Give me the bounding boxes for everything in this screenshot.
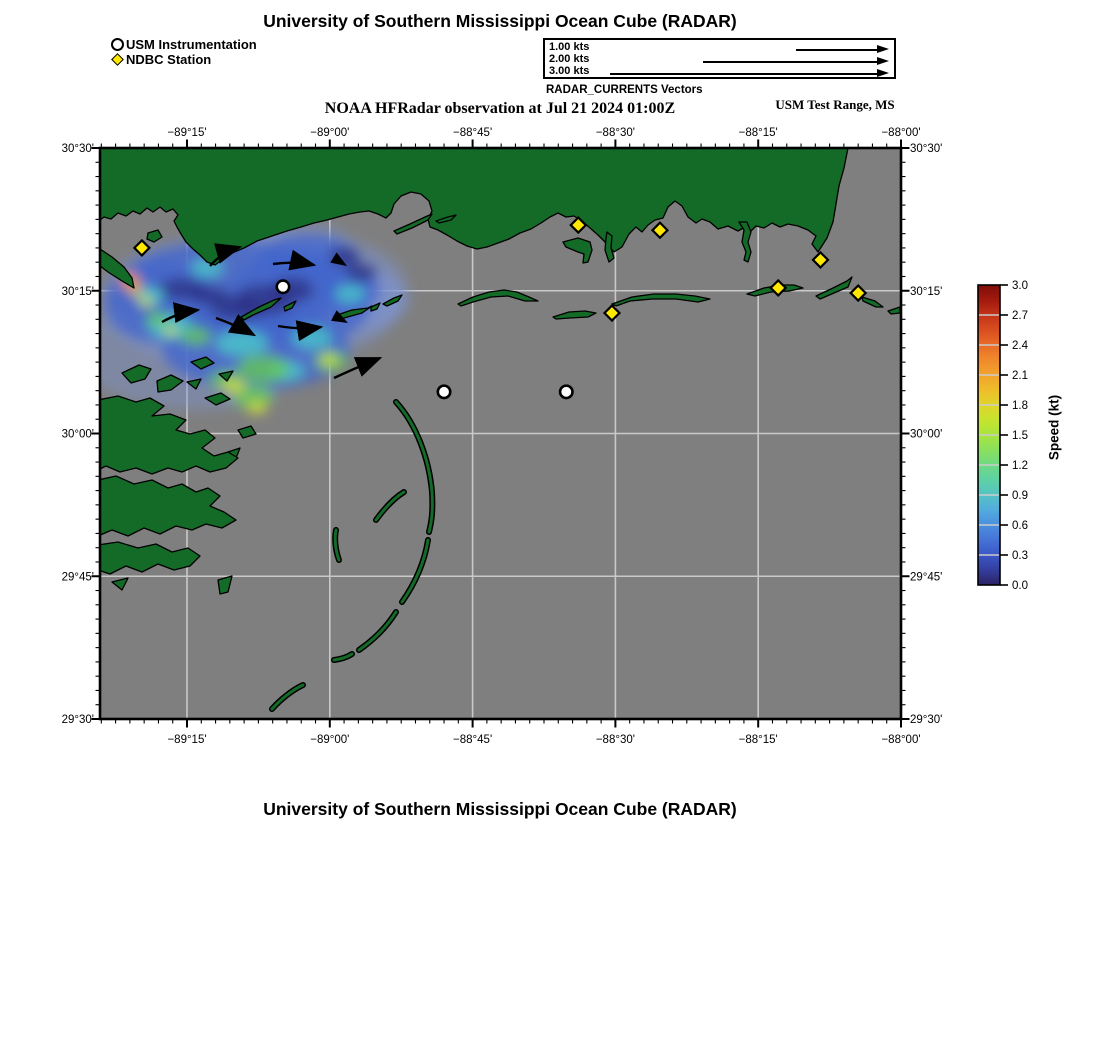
svg-text:30°30': 30°30' — [61, 143, 94, 155]
svg-text:1.2: 1.2 — [1012, 460, 1028, 472]
vector-key-arrowhead-icon — [877, 57, 889, 65]
svg-text:29°45': 29°45' — [61, 571, 94, 584]
vector-key-line — [703, 61, 878, 63]
usm-instrument-marker — [560, 386, 572, 398]
observation-subtitle: NOAA HFRadar observation at Jul 21 2024 01:00Z — [324, 100, 676, 117]
svg-text:−88°45': −88°45' — [453, 734, 493, 746]
svg-text:30°00': 30°00' — [61, 428, 94, 441]
svg-text:2.4: 2.4 — [1012, 340, 1028, 352]
legend-row-ndbc — [110, 52, 257, 67]
ndbc-diamond-icon — [110, 52, 126, 67]
svg-text:−89°00': −89°00' — [310, 127, 350, 139]
usm-instrument-marker — [438, 386, 450, 398]
svg-text:0.0: 0.0 — [1012, 580, 1028, 592]
vector-key-row-2: 2.00 kts — [549, 52, 590, 65]
vector-key-row-1: 1.00 kts — [549, 40, 590, 53]
svg-text:−88°15': −88°15' — [738, 734, 778, 746]
svg-text:−88°30': −88°30' — [595, 734, 635, 746]
svg-text:−89°15': −89°15' — [167, 734, 207, 746]
vector-key-caption: RADAR_CURRENTS Vectors — [546, 84, 703, 96]
vector-key-line — [796, 49, 878, 51]
vector-key-arrowhead-icon — [877, 69, 889, 77]
test-range-label: USM Test Range, MS — [775, 97, 895, 112]
svg-text:30°00': 30°00' — [910, 428, 943, 441]
svg-text:29°45': 29°45' — [910, 571, 943, 584]
symbol-legend — [110, 37, 257, 67]
svg-text:2.1: 2.1 — [1012, 370, 1028, 382]
vector-key-arrowhead-icon — [877, 45, 889, 53]
svg-text:1.5: 1.5 — [1012, 430, 1028, 442]
page-title: University of Southern Mississippi Ocean Cube (RADAR) — [263, 11, 737, 31]
svg-text:0.6: 0.6 — [1012, 520, 1028, 532]
svg-text:30°30': 30°30' — [910, 143, 943, 155]
svg-text:−88°30': −88°30' — [595, 127, 635, 139]
svg-text:29°30': 29°30' — [910, 714, 943, 726]
colorbar — [978, 280, 1029, 592]
svg-text:0.3: 0.3 — [1012, 550, 1028, 562]
legend-label-ndbc: NDBC Station — [126, 52, 212, 67]
vector-key-row-3: 3.00 kts — [549, 64, 590, 77]
svg-text:2.7: 2.7 — [1012, 310, 1028, 322]
bottom-page-title: University of Southern Mississippi Ocean Cube (RADAR) — [263, 799, 737, 819]
svg-text:29°30': 29°30' — [61, 714, 94, 726]
svg-text:−89°15': −89°15' — [167, 127, 207, 139]
svg-text:−88°15': −88°15' — [738, 127, 778, 139]
vector-key-line — [610, 73, 878, 75]
svg-text:0.9: 0.9 — [1012, 490, 1028, 502]
svg-text:1.8: 1.8 — [1012, 400, 1028, 412]
vector-scale-key — [543, 38, 896, 79]
svg-text:−89°00': −89°00' — [310, 734, 350, 746]
legend-label-usm: USM Instrumentation — [126, 37, 257, 52]
svg-text:−88°00': −88°00' — [881, 127, 921, 139]
legend-row-usm — [110, 37, 257, 52]
svg-text:30°15': 30°15' — [910, 285, 943, 298]
usm-circle-icon — [110, 37, 126, 52]
svg-text:−88°45': −88°45' — [453, 127, 493, 139]
svg-text:−88°00': −88°00' — [881, 734, 921, 746]
svg-text:30°15': 30°15' — [61, 285, 94, 298]
colorbar-title: Speed (kt) — [1046, 394, 1062, 461]
svg-text:3.0: 3.0 — [1012, 280, 1028, 292]
usm-instrument-marker — [277, 281, 289, 293]
